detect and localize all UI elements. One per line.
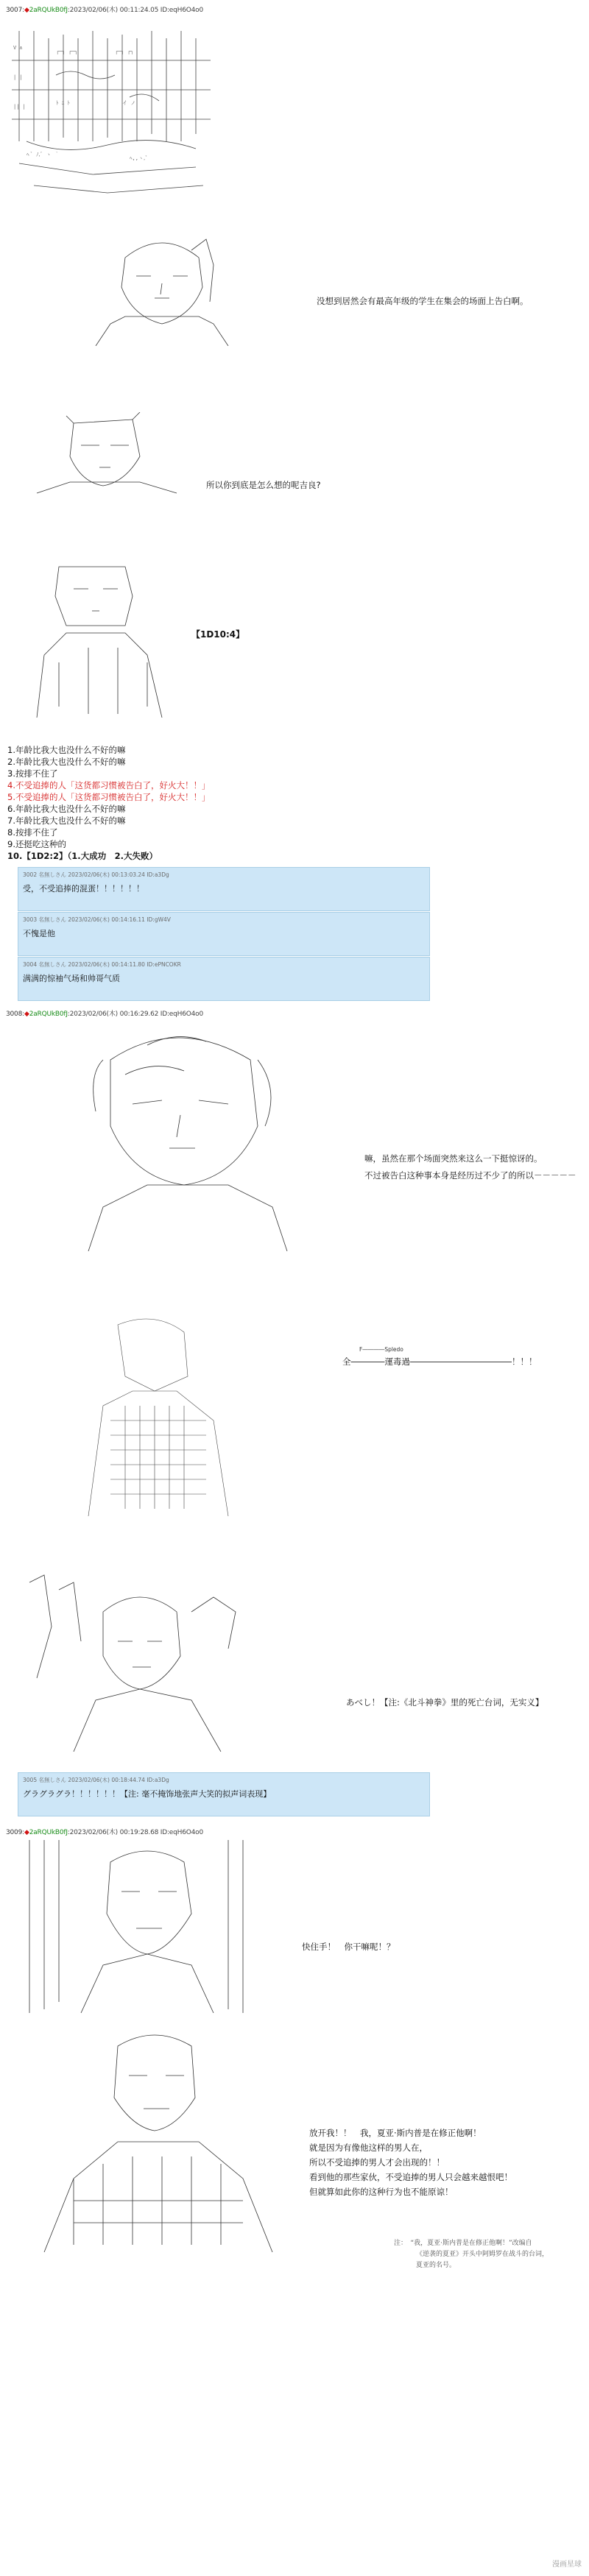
ascii-character-art-2	[29, 412, 184, 500]
ascii-title-art	[4, 16, 225, 208]
dialogue-line-2: 就是因为有像他这样的男人在，	[309, 2142, 428, 2153]
explosion-text: 全――――運毒過――――――――――――！！！	[342, 1356, 537, 1367]
ascii-character-art-6	[15, 1568, 250, 1752]
reply-text: 满满的惊袖气场和帅哥气质	[23, 974, 120, 983]
svg-text:ﾄ ﾆ ﾄ: ﾄ ﾆ ﾄ	[56, 100, 70, 106]
ascii-character-art-7	[22, 1840, 265, 2013]
ascii-character-art-8	[29, 2031, 280, 2252]
caption-abeshi: あべし！【注:《北斗神拳》里的死亡台词，无实义】	[346, 1697, 544, 1708]
reply-header: 3004 名無しさん 2023/02/06(木) 00:14:11.80 ID:ePNCOKR	[23, 961, 181, 968]
post-header-3008: 3008:◆2aRQUkB0fJ:2023/02/06(木) 00:16:29.62 ID:eqH6O4o0	[6, 1011, 203, 1018]
watermark: 漫画星球	[552, 2561, 582, 2569]
dialogue-stop: 快住手！ 你干嘛呢！？	[302, 1942, 395, 1952]
dialogue-surprise: 没想到居然会有最高年级的学生在集会的场面上告白啊。	[317, 296, 529, 306]
option-2: 2.年龄比我大也没什么不好的嘛	[7, 757, 126, 767]
ruby-annotation: F――――Spledo	[359, 1346, 403, 1353]
dialogue-line-1: 放开我！！ 我，夏亚·斯内普是在修正他啊！	[309, 2128, 482, 2138]
dialogue-line-4: 看到他的那些家伙，不受追捧的男人只会越来越恨吧！	[309, 2172, 512, 2182]
ascii-character-art-1	[81, 236, 243, 346]
translator-note-3: 夏亚的名号。	[416, 2262, 456, 2269]
reply-header: 3003 名無しさん 2023/02/06(木) 00:14:16.11 ID:gW4V	[23, 916, 171, 923]
post-header-3007: 3007:◆2aRQUkB0fJ:2023/02/06(木) 00:11:24.05 ID:eqH6O4o0	[6, 7, 203, 14]
dice-result: 【1D10:4】	[191, 629, 245, 640]
svg-text:ﾍ,,ヽ,ﾞ: ﾍ,,ヽ,ﾞ	[130, 155, 148, 161]
svg-text:┌─┐ ┌┐: ┌─┐ ┌┐	[115, 49, 134, 54]
translator-note-2: 《逆袭的夏亚》开头中阿姆罗在战斗的台词，	[416, 2251, 549, 2258]
dialogue-line-5: 但就算如此你的这种行为也不能原谅！	[309, 2187, 454, 2197]
svg-text:ﾍ ﾞ ﾉ,ﾞ ヽ ｀: ﾍ ﾞ ﾉ,ﾞ ヽ ｀	[27, 152, 60, 158]
reply-box	[18, 1772, 430, 1816]
dialogue-line-3: 所以不受追捧的男人才会出现的！！	[309, 2157, 445, 2168]
reply-header: 3005 名無しさん 2023/02/06(木) 00:18:44.74 ID:a3Dg	[23, 1777, 169, 1783]
dialogue-question: 所以你到底是怎么想的呢吉良?	[206, 480, 321, 490]
dialogue-explain-2: 不过被告白这种事本身是经历过不少了的所以－－－－－	[364, 1170, 576, 1181]
option-3: 3.按排不住了	[7, 768, 58, 779]
reply-text: 受，不受追捧的混蛋！！！！！！	[23, 884, 144, 894]
translator-note-1: 注： “我，夏亚·斯内普是在修正他啊！”改编自	[394, 2240, 532, 2247]
dialogue-explain-1: 嘛，虽然在那个场面突然来这么一下挺惊讶的。	[364, 1153, 543, 1164]
option-10-summary: 10.【1D2:2】（1.大成功 2.大失败）	[7, 851, 158, 861]
svg-text:| |: | |	[13, 74, 23, 80]
option-1: 1.年龄比我大也没什么不好的嘛	[7, 745, 126, 755]
post-header-3009: 3009:◆2aRQUkB0fJ:2023/02/06(木) 00:19:28.68 ID:eqH6O4o0	[6, 1829, 203, 1836]
option-4: 4.不受追捧的人「这货都习惯被告白了，好火大！！」	[7, 780, 211, 790]
reply-text: 不愧是他	[23, 929, 55, 938]
option-6: 6.年龄比我大也没什么不好的嘛	[7, 804, 126, 814]
reply-box	[18, 867, 430, 911]
svg-text:|| |: || |	[13, 104, 26, 110]
svg-text:イ ノ: イ ノ	[122, 100, 136, 106]
reply-box	[18, 957, 430, 1001]
reply-text: グラグラグラ！！！！！！【注: 毫不掩饰地张声大笑的拟声词表现】	[23, 1789, 272, 1799]
option-7: 7.年龄比我大也没什么不好的嘛	[7, 815, 126, 826]
option-5: 5.不受追捧的人「这货都习惯被告白了，好火大！！」	[7, 792, 211, 802]
svg-text:┌─┐ ┌─┐: ┌─┐ ┌─┐	[56, 49, 78, 54]
ascii-character-art-4	[59, 1030, 302, 1251]
reply-box	[18, 912, 430, 956]
ascii-character-art-3	[15, 559, 191, 718]
reply-header: 3002 名無しさん 2023/02/06(木) 00:13:03.24 ID:a3Dg	[23, 871, 169, 878]
option-9: 9.还挺吃这种的	[7, 839, 66, 849]
ascii-character-art-5	[59, 1317, 250, 1516]
svg-text:V ∧: V ∧	[13, 45, 23, 51]
option-8: 8.按排不住了	[7, 827, 58, 838]
